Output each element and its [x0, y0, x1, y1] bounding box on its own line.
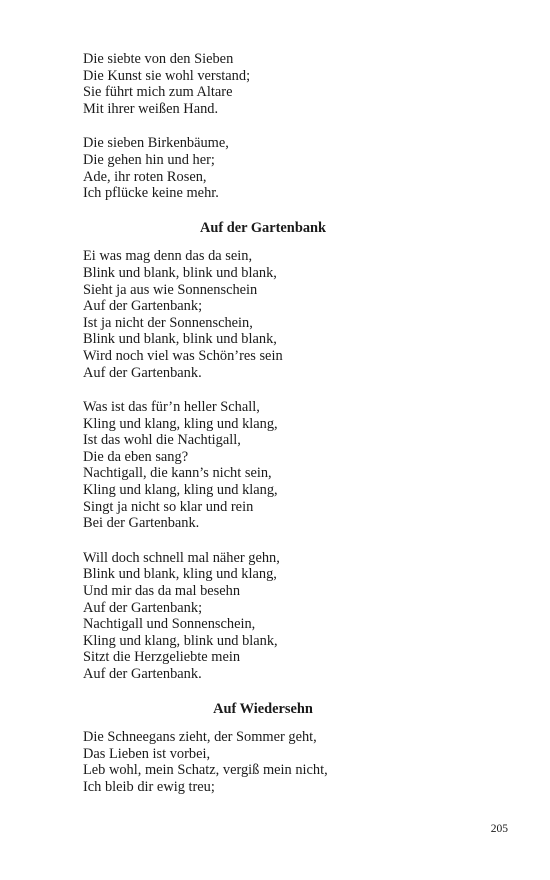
verse-line: Das Lieben ist vorbei, — [83, 745, 211, 762]
verse-line: Ich bleib dir ewig treu; — [83, 778, 215, 795]
verse-line: Die da eben sang? — [83, 448, 189, 465]
verse-line: Was ist das für’n heller Schall, — [83, 399, 260, 416]
verse-line: Und mir das da mal besehn — [83, 583, 241, 600]
page-number: 205 — [490, 823, 508, 835]
verse-line: Ist das wohl die Nachtigall, — [83, 432, 241, 449]
verse-line: Wird noch viel was Schön’res sein — [83, 347, 283, 364]
verse-line: Auf der Gartenbank. — [83, 364, 202, 381]
poem-title: Auf der Gartenbank — [199, 219, 327, 236]
stanza — [83, 248, 463, 381]
stanza — [83, 550, 463, 683]
poem-title: Auf Wiedersehn — [213, 700, 313, 717]
stanza — [83, 135, 463, 201]
stanza — [83, 729, 463, 795]
verse-line: Ist ja nicht der Sonnenschein, — [83, 314, 253, 331]
verse-line: Kling und klang, blink und blank, — [83, 632, 278, 649]
verse-line: Nachtigall, die kann’s nicht sein, — [83, 465, 272, 482]
verse-line: Kling und klang, kling und klang, — [83, 482, 278, 499]
verse-line: Die Schneegans zieht, der Sommer geht, — [83, 729, 317, 746]
verse-line: Sitzt die Herzgeliebte mein — [83, 649, 241, 666]
verse-line: Blink und blank, blink und blank, — [83, 264, 277, 281]
verse-line: Die siebte von den Sieben — [83, 51, 234, 67]
verse-line: Nachtigall und Sonnenschein, — [83, 616, 256, 633]
stanza — [83, 399, 463, 532]
verse-line: Ei was mag denn das da sein, — [83, 248, 253, 265]
verse-line: Blink und blank, blink und blank, — [83, 331, 277, 348]
verse-line: Auf der Gartenbank. — [83, 666, 202, 682]
verse-line: Ade, ihr roten Rosen, — [83, 168, 207, 185]
verse-line: Auf der Gartenbank; — [83, 298, 203, 315]
poem-text — [83, 51, 463, 814]
poem-section — [83, 220, 463, 683]
verse-line: Will doch schnell mal näher gehn, — [83, 549, 280, 566]
poem-section — [83, 51, 463, 202]
verse-line: Kling und klang, kling und klang, — [83, 415, 278, 432]
stanza — [83, 51, 463, 117]
verse-line: Leb wohl, mein Schatz, vergiß mein nicht, — [83, 762, 328, 779]
verse-line: Sie führt mich zum Altare — [83, 84, 233, 101]
verse-line: Ich pflücke keine mehr. — [83, 185, 219, 202]
poem-section — [83, 701, 463, 796]
verse-line: Singt ja nicht so klar und rein — [83, 498, 254, 515]
verse-line: Die sieben Birkenbäume, — [83, 135, 229, 152]
verse-line: Bei der Gartenbank. — [83, 515, 200, 532]
verse-line: Mit ihrer weißen Hand. — [83, 100, 219, 117]
verse-line: Auf der Gartenbank; — [83, 599, 203, 616]
verse-line: Die Kunst sie wohl verstand; — [83, 67, 251, 84]
verse-line: Sieht ja aus wie Sonnenschein — [83, 281, 258, 298]
verse-line: Die gehen hin und her; — [83, 151, 215, 168]
verse-line: Blink und blank, kling und klang, — [83, 566, 277, 583]
